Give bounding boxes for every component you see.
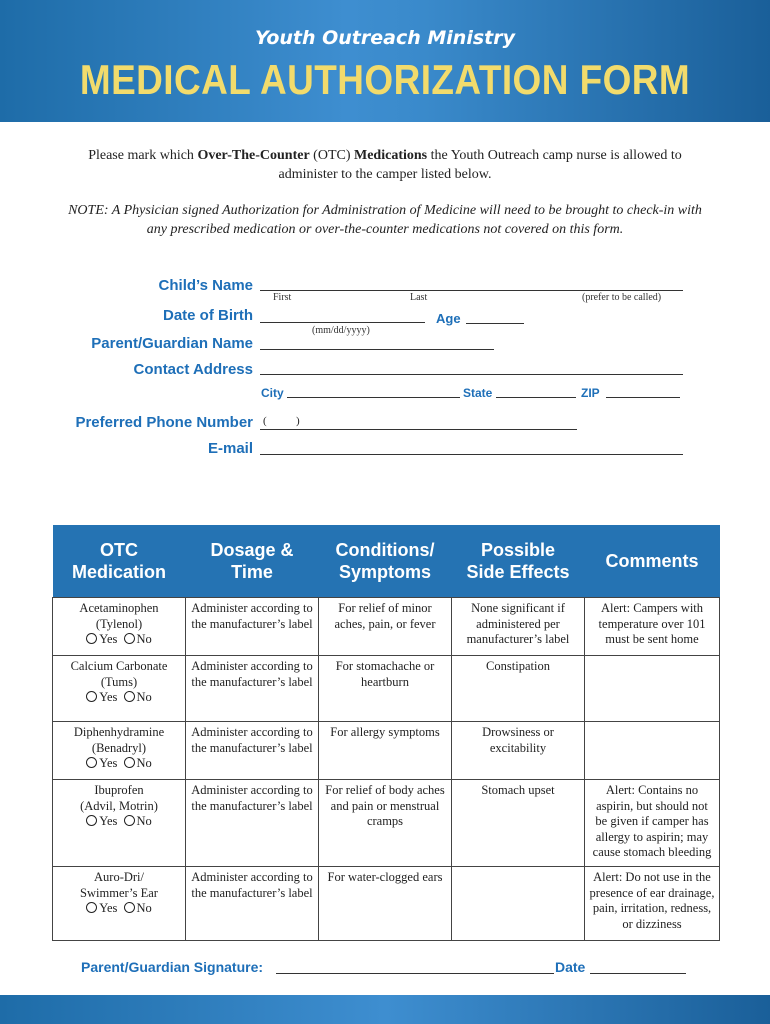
no-radio[interactable] xyxy=(124,902,135,913)
state-field[interactable] xyxy=(496,397,576,398)
cell-line: excitability xyxy=(489,740,547,755)
zip-label: ZIP xyxy=(581,386,600,400)
yes-radio[interactable] xyxy=(86,815,97,826)
cell-line: Drowsiness or xyxy=(482,725,554,739)
conditions-cell xyxy=(319,722,452,780)
dosage-cell xyxy=(186,722,319,780)
table-header-row xyxy=(53,525,720,598)
cell-line: Administer according to xyxy=(191,870,313,884)
conditions-cell xyxy=(319,598,452,656)
cell-line: heartburn xyxy=(361,674,409,689)
cell-line: For relief of body aches xyxy=(325,783,445,797)
intro-bold-medications: Medications xyxy=(354,148,428,163)
cell-line: Alert: Contains no xyxy=(605,783,699,797)
cell-line: Administer according to xyxy=(191,783,313,797)
medication-name: Ibuprofen xyxy=(94,783,144,797)
no-label: No xyxy=(136,690,152,704)
cell-line: aches, pain, or fever xyxy=(334,616,436,631)
cell-line: temperature over 101 xyxy=(598,616,706,631)
table-row xyxy=(53,656,720,722)
side-effects-header xyxy=(452,525,585,598)
cell-line: or dizziness xyxy=(622,916,682,931)
comments-cell xyxy=(585,656,720,722)
yes-label: Yes xyxy=(99,756,118,770)
dosage-cell xyxy=(186,780,319,867)
phone-label: Preferred Phone Number xyxy=(75,414,253,431)
cell-line: the manufacturer’s label xyxy=(191,616,313,631)
zip-field[interactable] xyxy=(606,397,680,398)
conditions-cell xyxy=(319,780,452,867)
cell-line: Constipation xyxy=(486,659,550,673)
intro-bold-otc: Over-The-Counter xyxy=(197,148,310,163)
dosage-cell xyxy=(186,598,319,656)
cell-line: For allergy symptoms xyxy=(330,725,440,739)
last-name-caption: Last xyxy=(410,292,428,303)
city-label: City xyxy=(261,386,284,400)
header-line: Medication xyxy=(71,562,166,582)
medication-name: Acetaminophen xyxy=(79,601,159,615)
cell-line: Stomach upset xyxy=(481,783,555,797)
state-label: State xyxy=(463,386,493,400)
header-line: OTC xyxy=(100,540,138,560)
header-line: Dosage & xyxy=(210,540,294,560)
cell-line: For stomachache or xyxy=(335,659,435,673)
comments-cell xyxy=(585,722,720,780)
medication-brand: (Tylenol) xyxy=(95,616,143,631)
side-effects-cell xyxy=(452,656,585,722)
cell-line: the manufacturer’s label xyxy=(191,885,313,900)
conditions-symptoms-header xyxy=(319,525,452,598)
cell-line: must be sent home xyxy=(605,632,699,646)
header-line: Time xyxy=(231,562,273,582)
comments-header: Comments xyxy=(585,525,720,598)
date-label: Date xyxy=(555,959,586,975)
city-field[interactable] xyxy=(287,397,460,398)
phone-area-close: ) xyxy=(296,415,300,427)
medication-cell xyxy=(53,598,186,656)
date-field[interactable] xyxy=(590,973,686,974)
yes-label: Yes xyxy=(99,814,118,828)
header-banner xyxy=(0,0,770,122)
no-radio[interactable] xyxy=(124,815,135,826)
medication-table xyxy=(52,525,720,941)
cell-line: aspirin, but should not xyxy=(596,798,708,813)
cell-line: Alert: Do not use in the xyxy=(593,870,711,884)
dob-label: Date of Birth xyxy=(163,307,253,324)
table-row xyxy=(53,598,720,656)
cell-line: Administer according to xyxy=(191,601,313,615)
medication-brand: (Benadryl) xyxy=(91,740,147,755)
contact-address-label: Contact Address xyxy=(133,361,253,378)
cell-line: cause stomach bleeding xyxy=(592,845,712,859)
no-label: No xyxy=(136,756,152,770)
cell-line: administered per xyxy=(476,616,560,631)
age-field[interactable] xyxy=(466,323,524,324)
comments-cell xyxy=(585,867,720,941)
yes-radio[interactable] xyxy=(86,691,97,702)
yes-radio[interactable] xyxy=(86,902,97,913)
no-label: No xyxy=(136,901,152,915)
cell-line: For relief of minor xyxy=(338,601,432,615)
no-label: No xyxy=(136,814,152,828)
yes-label: Yes xyxy=(99,901,118,915)
cell-line: and pain or menstrual xyxy=(330,798,440,813)
physician-note: NOTE: A Physician signed Authorization for Administration of Medicine will need to be brought to check-in with any prescribed medication or over-the-counter medications not covered on this form. xyxy=(68,203,702,237)
intro-part: (OTC) xyxy=(309,148,354,163)
medication-brand: (Advil, Motrin) xyxy=(80,798,158,813)
side-effects-cell xyxy=(452,598,585,656)
intro-text xyxy=(60,146,710,184)
cell-line: allergy to aspirin; may xyxy=(595,829,709,844)
side-effects-cell xyxy=(452,867,585,941)
cell-line: For water-clogged ears xyxy=(327,870,443,884)
medication-name: Diphenhydramine xyxy=(73,725,165,739)
cell-line: Administer according to xyxy=(191,725,313,739)
child-name-field[interactable] xyxy=(260,290,683,291)
cell-line: pain, irritation, redness, xyxy=(592,901,712,915)
cell-line: be given if camper has xyxy=(595,814,709,828)
phone-field[interactable] xyxy=(260,429,577,430)
no-radio[interactable] xyxy=(124,757,135,768)
intro-part: the Youth Outreach camp nurse is allowed to administer to the camper listed below. xyxy=(278,148,682,182)
header-line: Conditions/ xyxy=(335,540,435,560)
table-row xyxy=(53,780,720,867)
medication-cell xyxy=(53,780,186,867)
header-line: Side Effects xyxy=(466,562,570,582)
organization-name: Youth Outreach Ministry xyxy=(255,27,515,49)
dosage-cell xyxy=(186,656,319,722)
cell-line: cramps xyxy=(366,814,404,828)
intro-part: Please mark which xyxy=(88,148,198,163)
guardian-name-label: Parent/Guardian Name xyxy=(91,335,253,352)
header-line: Possible xyxy=(480,540,556,560)
cell-line: manufacturer’s label xyxy=(466,632,570,646)
age-label: Age xyxy=(436,311,461,326)
preferred-name-caption: (prefer to be called) xyxy=(582,292,662,303)
dob-format-caption: (mm/dd/yyyy) xyxy=(312,325,370,336)
side-effects-cell xyxy=(452,780,585,867)
child-name-label: Child’s Name xyxy=(158,277,253,294)
yes-label: Yes xyxy=(99,632,118,646)
medication-brand: Swimmer’s Ear xyxy=(80,885,158,900)
cell-line: presence of ear drainage, xyxy=(589,885,715,900)
first-name-caption: First xyxy=(273,292,292,303)
guardian-name-field[interactable] xyxy=(260,349,494,350)
signature-field[interactable] xyxy=(276,973,554,974)
no-radio[interactable] xyxy=(124,691,135,702)
dosage-time-header xyxy=(186,525,319,598)
dosage-cell xyxy=(186,867,319,941)
conditions-cell xyxy=(319,867,452,941)
form-title: MEDICAL AUTHORIZATION FORM xyxy=(79,56,691,103)
conditions-cell xyxy=(319,656,452,722)
medication-cell xyxy=(53,867,186,941)
header-line: Symptoms xyxy=(338,562,432,582)
otc-medication-header xyxy=(53,525,186,598)
contact-address-field[interactable] xyxy=(260,374,683,375)
comments-cell xyxy=(585,598,720,656)
table-row xyxy=(53,867,720,941)
email-field[interactable] xyxy=(260,454,683,455)
dob-field[interactable] xyxy=(260,322,425,323)
cell-line: the manufacturer’s label xyxy=(191,740,313,755)
medication-brand: (Tums) xyxy=(100,674,138,689)
medication-name: Calcium Carbonate xyxy=(70,659,168,673)
table-row xyxy=(53,722,720,780)
side-effects-cell xyxy=(452,722,585,780)
cell-line: the manufacturer’s label xyxy=(191,798,313,813)
cell-line: Administer according to xyxy=(191,659,313,673)
medication-cell xyxy=(53,722,186,780)
cell-line: Alert: Campers with xyxy=(600,601,704,615)
email-label: E-mail xyxy=(207,440,253,457)
phone-area-open: ( xyxy=(263,415,267,427)
no-radio[interactable] xyxy=(124,633,135,644)
medication-cell xyxy=(53,656,186,722)
yes-radio[interactable] xyxy=(86,633,97,644)
cell-line: None significant if xyxy=(471,601,565,615)
yes-label: Yes xyxy=(99,690,118,704)
footer-banner xyxy=(0,995,770,1024)
medication-name: Auro-Dri/ xyxy=(94,870,144,884)
no-label: No xyxy=(136,632,152,646)
yes-radio[interactable] xyxy=(86,757,97,768)
signature-label: Parent/Guardian Signature: xyxy=(81,959,264,975)
cell-line: the manufacturer’s label xyxy=(191,674,313,689)
comments-cell xyxy=(585,780,720,867)
